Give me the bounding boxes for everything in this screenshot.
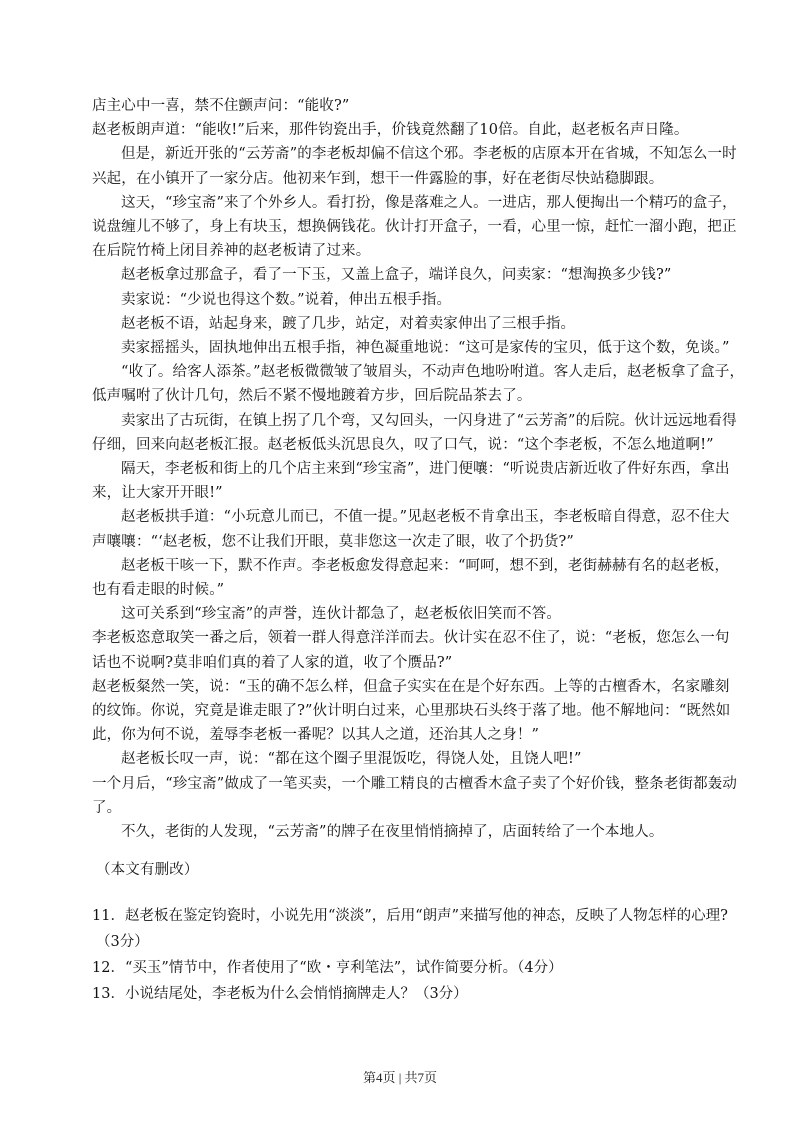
story-line: 卖家摇摇头，固执地伸出五根手指，神色凝重地说：“这可是家传的宝贝，低于这个数，免谈。” (121, 340, 730, 357)
story-line: 卖家出了古玩街，在镇上拐了几个弯，又勾回头，一闪身进了“云芳斋”的后院。伙计远远地看得 (121, 412, 737, 429)
story-line: 赵老板不语，站起身来，踱了几步，站定，对着卖家伸出了三根手指。 (121, 315, 576, 332)
story-line: 赵老板拿过那盒子，看了一下玉，又盖上盒子，端详良久，问卖家：“想淘换多少钱?” (121, 267, 672, 284)
story-line: 但是，新近开张的“云芳斋”的李老板却偏不信这个邪。李老板的店原本开在省城，不知怎么一时 (121, 146, 737, 163)
story-line: 也有看走眼的时候。” (92, 582, 225, 599)
story-line: 赵老板拱手道：“小玩意儿而已，不值一提。”见赵老板不肯拿出玉，李老板暗自得意，忍不住大 (121, 509, 730, 526)
story-line: 卖家说：“少说也得这个数。”说着，伸出五根手指。 (121, 291, 452, 308)
story-line: 的纹饰。你说，究竟是谁走眼了?”伙计明白过来，心里那块石头终于落了地。他不解地问：“既然如 (92, 703, 731, 720)
story-line: 不久，老街的人发现，“云芳斋”的牌子在夜里悄悄摘掉了，店面转给了一个本地人。 (121, 824, 664, 841)
story-line: 赵老板长叹一声，说：“都在这个圈子里混饭吃，得饶人处，且饶人吧!” (121, 751, 582, 768)
story-line: 话也不说啊?莫非咱们真的着了人家的道，收了个赝品?” (92, 654, 453, 671)
story-line: 声嚷嚷：“‘赵老板，您不让我们开眼，莫非您这一次走了眼，收了个扔货?” (92, 533, 574, 550)
story-line: “收了。给客人添茶。”赵老板微微皱了皱眉头，不动声色地吩咐道。客人走后，赵老板拿了盒子， (121, 364, 745, 381)
story-body (92, 94, 745, 1007)
question-line: （3分） (96, 933, 149, 950)
story-line: 此，你为何不说，羞辱李老板一番呢？以其人之道，还治其人之身！” (92, 727, 540, 744)
story-line: 在后院竹椅上闭目养神的赵老板请了过来。 (92, 243, 371, 260)
story-line: 隔天，李老板和街上的几个店主来到“珍宝斋”，进门便嚷：“听说贵店新近收了件好东西，拿出 (121, 461, 730, 478)
story-line: 店主心中一喜，禁不住颤声问：“能收?” (92, 98, 350, 114)
question-line: 13．小说结尾处，李老板为什么会悄悄摘牌走人？（3分） (92, 985, 468, 1002)
question-line: 11．赵老板在鉴定钧瓷时，小说先用“淡淡”，后用“朗声”来描写他的神态，反映了人物怎样的心理? (92, 907, 728, 924)
story-line: 这可关系到“珍宝斋”的声誉，连伙计都急了，赵老板依旧笑而不答。 (121, 606, 561, 623)
page-footer: 第4页 | 共7页 (362, 1070, 438, 1085)
story-line: 了。 (92, 799, 122, 816)
story-line: 说盘缠儿不够了，身上有块玉，想换俩钱花。伙计打开盒子，一看，心里一惊，赶忙一溜小跑，把正 (92, 219, 737, 236)
story-line: 赵老板干咳一下，默不作声。李老板愈发得意起来：“呵呵，想不到，老街赫赫有名的赵老板， (121, 557, 730, 574)
story-line: 这天，“珍宝斋”来了个外乡人。看打扮，像是落难之人。一进店，那人便掏出一个精巧的盒子， (121, 194, 737, 211)
question-line: 12．“买玉”情节中，作者使用了“欧・亨利笔法”，试作简要分析。（4分） (92, 959, 563, 976)
story-line: 赵老板粲然一笑，说：“玉的确不怎么样，但盒子实实在在是个好东西。上等的古檀香木，名家雕刻 (92, 678, 730, 695)
story-line: 低声嘱咐了伙计几句，然后不紧不慢地踱着方步，回后院品茶去了。 (92, 388, 532, 405)
story-line: 一个月后，“珍宝斋”做成了一笔买卖，一个雕工精良的古檀香木盒子卖了个好价钱，整条老街都轰动 (92, 775, 738, 792)
story-line: 来，让大家开开眼!” (92, 485, 223, 502)
story-line: 赵老板朗声道：“能收!”后来，那件钧瓷出手，价钱竟然翻了10倍。自此，赵老板名声日隆。 (92, 122, 689, 139)
story-line: 李老板恣意取笑一番之后，领着一群人得意洋洋而去。伙计实在忍不住了，说：“老板，您怎么一句 (92, 630, 730, 647)
story-line: 兴起，在小镇开了一家分店。他初来乍到，想干一件露脸的事，好在老街尽快站稳脚跟。 (92, 170, 664, 187)
story-line: 仔细，回来向赵老板汇报。赵老板低头沉思良久，叹了口气，说：“这个李老板，不怎么地道啊!” (92, 436, 714, 453)
edited-note: （本文有删改） (96, 862, 199, 879)
